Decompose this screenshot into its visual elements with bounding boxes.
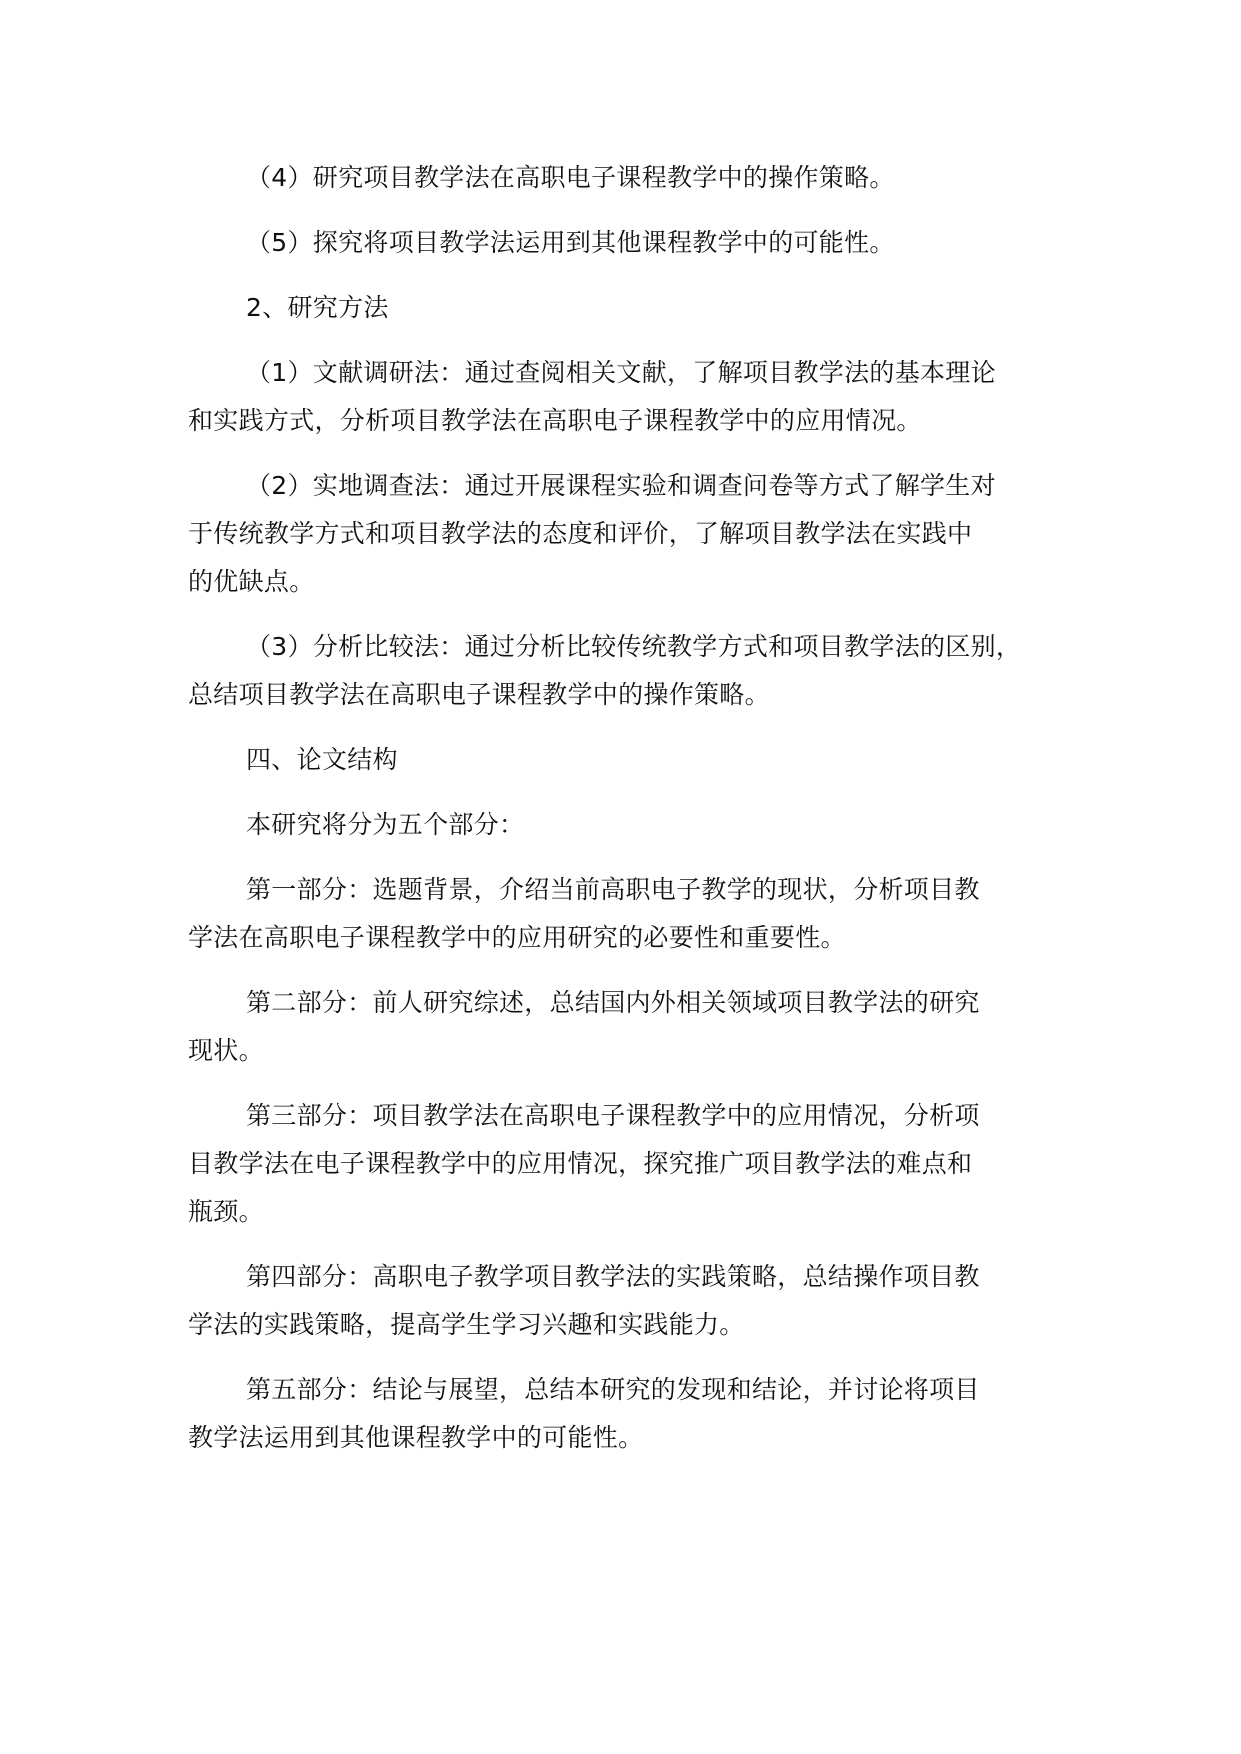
paragraph-line: 第五部分：结论与展望，总结本研究的发现和结论，并讨论将项目: [246, 1375, 980, 1404]
paragraph-line: 的优缺点。: [188, 567, 315, 596]
section-heading-thesis-structure: [188, 736, 1088, 784]
paragraph-line: （4）研究项目教学法在高职电子课程教学中的操作策略。: [246, 163, 895, 192]
paragraph-part-4: [188, 1253, 1088, 1349]
paragraph-method-3: [188, 623, 1088, 719]
paragraph-method-2: [188, 462, 1088, 606]
paragraph-line: 第一部分：选题背景，介绍当前高职电子教学的现状，分析项目教: [246, 875, 980, 904]
paragraph-item-5: [188, 219, 1088, 267]
heading-text: 2、研究方法: [246, 293, 389, 322]
paragraph-line: 第三部分：项目教学法在高职电子课程教学中的应用情况，分析项: [246, 1101, 980, 1130]
paragraph-line: 教学法运用到其他课程教学中的可能性。: [188, 1423, 644, 1452]
paragraph-line: （2）实地调查法：通过开展课程实验和调查问卷等方式了解学生对: [246, 471, 996, 500]
paragraph-method-1: [188, 349, 1088, 445]
paragraph-structure-intro: [188, 801, 1088, 849]
paragraph-line: 第二部分：前人研究综述，总结国内外相关领域项目教学法的研究: [246, 988, 980, 1017]
heading-text: 四、论文结构: [246, 745, 398, 774]
paragraph-line: 和实践方式，分析项目教学法在高职电子课程教学中的应用情况。: [188, 406, 922, 435]
paragraph-part-3: [188, 1092, 1088, 1236]
paragraph-line: 于传统教学方式和项目教学法的态度和评价，了解项目教学法在实践中: [188, 519, 973, 548]
paragraph-line: （3）分析比较法：通过分析比较传统教学方式和项目教学法的区别，: [246, 632, 1022, 661]
paragraph-item-4: [188, 154, 1088, 202]
paragraph-line: 现状。: [188, 1036, 264, 1065]
paragraph-line: 第四部分：高职电子教学项目教学法的实践策略，总结操作项目教: [246, 1262, 980, 1291]
paragraph-line: 目教学法在电子课程教学中的应用情况，探究推广项目教学法的难点和: [188, 1149, 973, 1178]
paragraph-line: 本研究将分为五个部分：: [246, 810, 525, 839]
section-heading-research-methods: [188, 284, 1088, 332]
paragraph-part-5: [188, 1366, 1088, 1462]
paragraph-line: 学法在高职电子课程教学中的应用研究的必要性和重要性。: [188, 923, 846, 952]
paragraph-line: 总结项目教学法在高职电子课程教学中的操作策略。: [188, 680, 770, 709]
document-body: [188, 154, 1088, 1462]
paragraph-line: （1）文献调研法：通过查阅相关文献，了解项目教学法的基本理论: [246, 358, 996, 387]
paragraph-line: 学法的实践策略，提高学生学习兴趣和实践能力。: [188, 1310, 745, 1339]
paragraph-line: （5）探究将项目教学法运用到其他课程教学中的可能性。: [246, 228, 895, 257]
paragraph-part-2: [188, 979, 1088, 1075]
paragraph-line: 瓶颈。: [188, 1197, 264, 1226]
paragraph-part-1: [188, 866, 1088, 962]
